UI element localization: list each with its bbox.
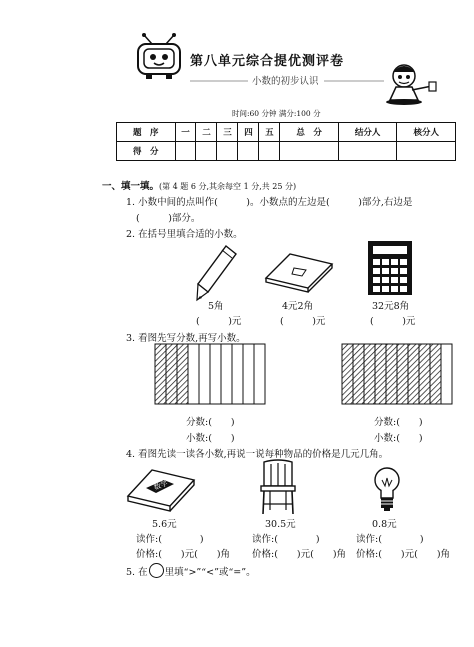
table-cell: 四 xyxy=(238,123,259,142)
score-input-cell[interactable] xyxy=(280,142,339,161)
q5-prefix: 5. 在 xyxy=(126,567,148,578)
section-title: 一、填一填。 xyxy=(102,181,160,192)
calculator-icon xyxy=(367,240,413,296)
table-row xyxy=(117,142,456,161)
table-cell: 五 xyxy=(259,123,280,142)
fraction-diagram-right xyxy=(342,344,454,406)
table-cell: 一 xyxy=(175,123,196,142)
question-1-line-1: 1. 小数中间的点叫作( )。小数点的左边是( )部分,右边是 xyxy=(126,197,413,208)
q5-suffix: 里填“>”“<”或“=”。 xyxy=(164,567,256,578)
q4-read-3[interactable]: 读作:( ) xyxy=(356,534,424,545)
q4-cost-2[interactable]: 价格:( )元( )角 xyxy=(252,549,347,560)
q3-right-fraction[interactable]: 分数:( ) xyxy=(374,417,423,428)
q4-read-1[interactable]: 读作:( ) xyxy=(136,534,204,545)
table-cell: 结分人 xyxy=(338,123,397,142)
q4-price-3: 0.8元 xyxy=(372,519,397,530)
table-cell: 题 序 xyxy=(117,123,176,142)
q2-answer-2[interactable]: ( )元 xyxy=(280,316,326,327)
q4-price-1: 5.6元 xyxy=(152,519,177,530)
score-input-cell[interactable] xyxy=(338,142,397,161)
q2-price-1: 5角 xyxy=(208,301,224,312)
table-row xyxy=(117,123,456,142)
q4-cost-3[interactable]: 价格:( )元( )角 xyxy=(356,549,451,560)
page-title: 第八单元综合提优测评卷 xyxy=(190,54,345,69)
score-table xyxy=(116,122,456,161)
q3-left-fraction[interactable]: 分数:( ) xyxy=(186,417,235,428)
section-note: (第 4 题 6 分,其余每空 1 分,共 25 分) xyxy=(159,182,297,191)
score-input-cell[interactable] xyxy=(397,142,456,161)
q2-answer-3[interactable]: ( )元 xyxy=(370,316,416,327)
table-cell: 得 分 xyxy=(117,142,176,161)
q3-right-decimal[interactable]: 小数:( ) xyxy=(374,433,423,444)
subtitle-rule-left xyxy=(190,80,250,82)
subtitle-rule-right xyxy=(324,80,388,82)
question-1-line-2: ( )部分。 xyxy=(136,213,201,224)
question-4-text: 4. 看图先读一读各小数,再说一说每种物品的价格是几元几角。 xyxy=(126,449,389,460)
circle-blank-icon xyxy=(149,563,164,578)
q2-price-3: 32元8角 xyxy=(372,301,410,312)
q2-price-2: 4元2角 xyxy=(282,301,314,312)
score-input-cell[interactable] xyxy=(175,142,196,161)
score-input-cell[interactable] xyxy=(196,142,217,161)
book-label: 数学 xyxy=(152,479,169,492)
q2-answer-1[interactable]: ( )元 xyxy=(196,316,242,327)
question-5 xyxy=(126,563,256,578)
tv-mascot-icon xyxy=(134,34,186,80)
pencil-icon xyxy=(196,244,240,302)
exam-meta: 时间:60 分钟 满分:100 分 xyxy=(232,109,321,118)
table-cell: 三 xyxy=(217,123,238,142)
fraction-diagram-left xyxy=(155,344,267,406)
score-input-cell[interactable] xyxy=(217,142,238,161)
question-3-text: 3. 看图先写分数,再写小数。 xyxy=(126,333,246,344)
score-input-cell[interactable] xyxy=(238,142,259,161)
question-2-text: 2. 在括号里填合适的小数。 xyxy=(126,229,243,240)
math-book-icon xyxy=(124,466,198,514)
chair-icon xyxy=(258,460,298,516)
notebook-icon xyxy=(262,250,336,296)
section-heading xyxy=(102,178,296,192)
light-bulb-icon xyxy=(372,466,402,512)
q4-read-2[interactable]: 读作:( ) xyxy=(252,534,320,545)
q4-cost-1[interactable]: 价格:( )元( )角 xyxy=(136,549,231,560)
cartoon-boy-icon xyxy=(382,60,438,106)
page-subtitle: 小数的初步认识 xyxy=(252,76,319,87)
q4-price-2: 30.5元 xyxy=(265,519,296,530)
table-cell: 总 分 xyxy=(280,123,339,142)
table-cell: 核分人 xyxy=(397,123,456,142)
score-input-cell[interactable] xyxy=(259,142,280,161)
table-cell: 二 xyxy=(196,123,217,142)
q3-left-decimal[interactable]: 小数:( ) xyxy=(186,433,235,444)
